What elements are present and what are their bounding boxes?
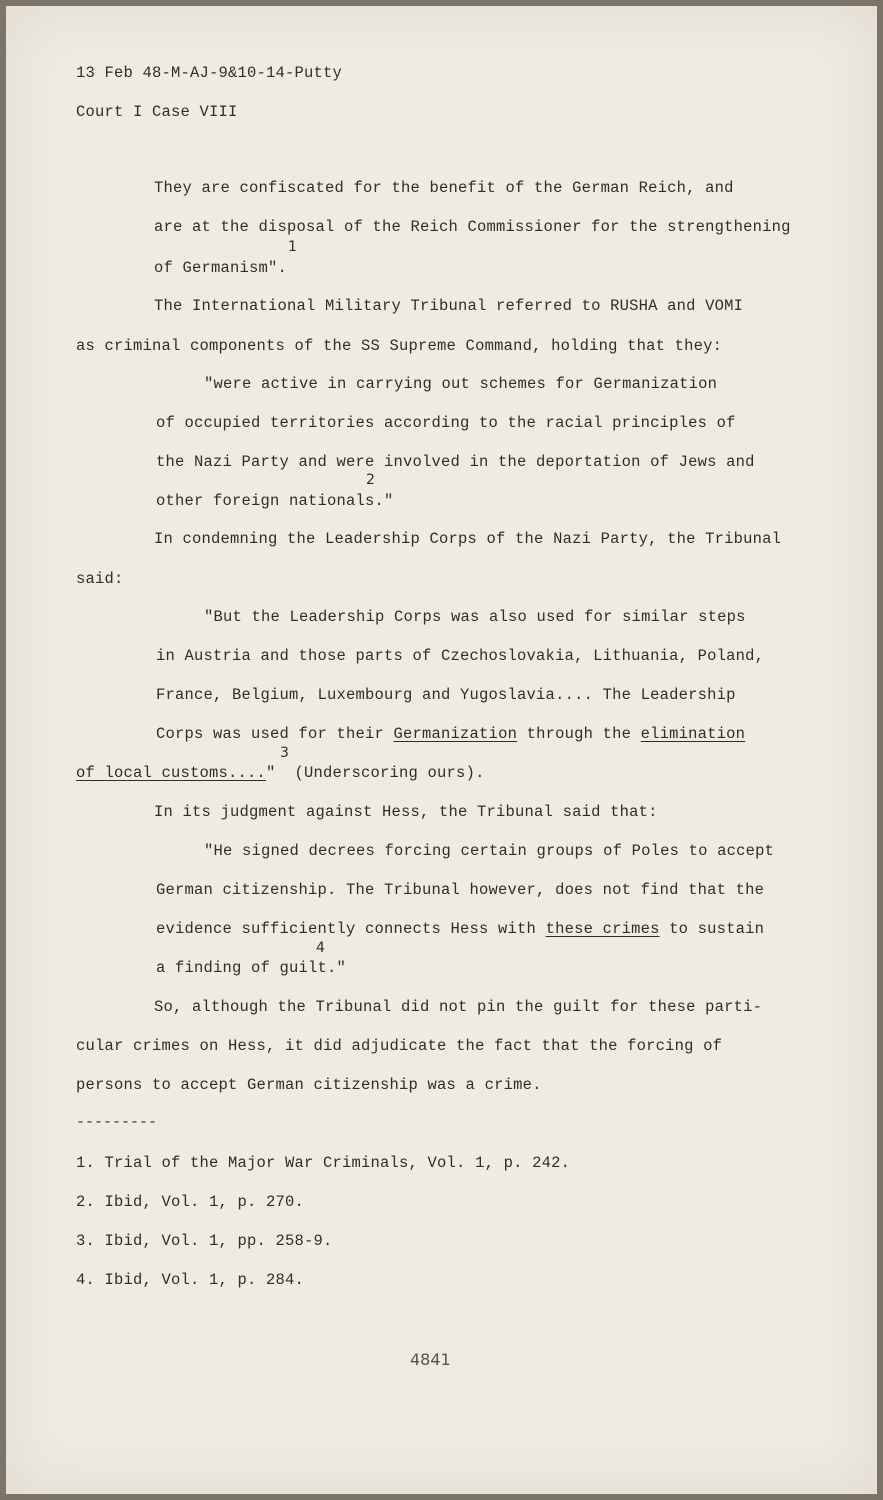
quote-text: Corps was used for their	[156, 725, 394, 743]
body-line: So, although the Tribunal did not pin the guilt for these parti-	[154, 998, 763, 1016]
body-line: said:	[76, 570, 124, 588]
body-line: They are confiscated for the benefit of the German Reich, and	[154, 179, 734, 197]
quote-line: France, Belgium, Luxembourg and Yugoslavia.... The Leadership	[156, 686, 736, 704]
quote-line: "He signed decrees forcing certain groups of Poles to accept	[204, 842, 775, 860]
footnote-marker-4: 4	[316, 940, 325, 956]
footnote-1: 1. Trial of the Major War Criminals, Vol. 1, p. 242.	[76, 1154, 571, 1172]
page-number: 4841	[410, 1350, 451, 1369]
footnote-marker-2: 2	[366, 472, 375, 488]
footnote-3: 3. Ibid, Vol. 1, pp. 258-9.	[76, 1232, 333, 1250]
underscored-word: elimination	[640, 725, 746, 743]
header-reference: 13 Feb 48-M-AJ-9&10-14-Putty	[76, 64, 343, 82]
underscored-word: Germanization	[393, 725, 518, 743]
quote-line: other foreign nationals."	[156, 492, 394, 510]
footnote-2: 2. Ibid, Vol. 1, p. 270.	[76, 1193, 305, 1211]
quote-line: in Austria and those parts of Czechoslovakia, Lithuania, Poland,	[156, 647, 765, 665]
quote-text: " (Underscoring ours).	[266, 764, 485, 782]
underscored-phrase: these crimes	[545, 920, 660, 938]
quote-line: of occupied territories according to the racial principles of	[156, 414, 736, 432]
quote-line	[156, 725, 745, 743]
quote-line: "were active in carrying out schemes for Germanization	[204, 375, 718, 393]
quote-line: "But the Leadership Corps was also used for similar steps	[204, 608, 746, 626]
quote-line: a finding of guilt."	[156, 959, 347, 977]
body-line: cular crimes on Hess, it did adjudicate the fact that the forcing of	[76, 1037, 723, 1055]
footnote-marker-3: 3	[280, 745, 289, 761]
underscored-phrase: of local customs....	[76, 764, 267, 782]
quote-line: German citizenship. The Tribunal however, does not find that the	[156, 881, 765, 899]
body-line: are at the disposal of the Reich Commissioner for the strengthening	[154, 218, 791, 236]
footnote-4: 4. Ibid, Vol. 1, p. 284.	[76, 1271, 305, 1289]
body-line: In condemning the Leadership Corps of the Nazi Party, the Tribunal	[154, 530, 782, 548]
footnote-marker-1: 1	[288, 239, 297, 255]
body-line: as criminal components of the SS Supreme Command, holding that they:	[76, 337, 723, 355]
quote-text: to sustain	[659, 920, 765, 938]
body-line: The International Military Tribunal referred to RUSHA and VOMI	[154, 297, 744, 315]
body-line: persons to accept German citizenship was a crime.	[76, 1076, 542, 1094]
quote-line: the Nazi Party and were involved in the deportation of Jews and	[156, 453, 755, 471]
header-court-case: Court I Case VIII	[76, 103, 238, 121]
quote-text: evidence sufficiently connects Hess with	[156, 920, 546, 938]
body-line: In its judgment against Hess, the Tribunal said that:	[154, 803, 658, 821]
quote-line	[156, 920, 764, 938]
quote-text: through the	[517, 725, 641, 743]
footnote-divider: ---------	[76, 1114, 158, 1131]
quote-line	[76, 764, 485, 782]
body-line: of Germanism".	[154, 259, 288, 277]
